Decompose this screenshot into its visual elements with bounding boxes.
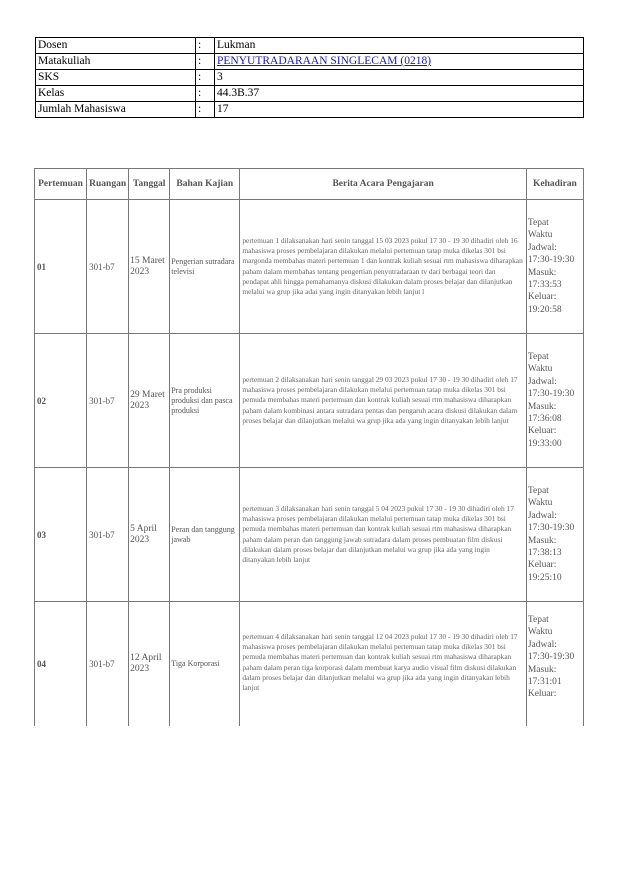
cell-kehadiran (526, 200, 583, 334)
kehadiran-line: 17:38:13 (527, 547, 562, 558)
info-value: 44.3B.37 (215, 86, 584, 102)
kehadiran-line: Tepat (527, 351, 549, 362)
header-ruangan: Ruangan (87, 169, 129, 200)
kehadiran-line: Tepat (527, 615, 549, 625)
info-value: 3 (215, 70, 584, 86)
cell-kehadiran (526, 468, 583, 602)
info-row (36, 70, 584, 86)
cell-pertemuan: 02 (35, 334, 87, 468)
table-row (35, 334, 584, 468)
cell-bahan-kajian: Pengerian sutradara televisi (170, 200, 240, 334)
cell-tanggal: 5 April 2023 (129, 468, 170, 602)
kehadiran-line: 17:30-19:30 (527, 389, 575, 400)
kehadiran-line: 17:30-19:30 (527, 523, 575, 534)
cell-ruangan: 301-b7 (87, 334, 129, 468)
kehadiran-line: Waktu (527, 498, 553, 509)
info-row (36, 86, 584, 102)
info-value-course[interactable] (215, 54, 584, 70)
header-berita-acara: Berita Acara Pengajaran (240, 169, 527, 200)
info-value: 17 (215, 102, 584, 118)
header-kehadiran: Kehadiran (526, 169, 583, 200)
info-row (36, 54, 584, 70)
kehadiran-line: Masuk: (527, 401, 557, 412)
table-row (35, 200, 584, 334)
kehadiran-line: 19:33:00 (527, 438, 562, 449)
kehadiran-line: Tepat (527, 217, 549, 228)
info-row (36, 38, 584, 54)
attendance-record-table (34, 168, 584, 726)
cell-kehadiran (526, 602, 583, 726)
info-separator: : (196, 38, 215, 54)
info-separator: : (196, 54, 215, 70)
table-row (35, 468, 584, 602)
kehadiran-line: Waktu (527, 627, 553, 638)
cell-tanggal: 29 Maret 2023 (129, 334, 170, 468)
kehadiran-line: 17:30-19:30 (527, 652, 575, 663)
info-label: Dosen (36, 38, 196, 54)
header-bahan-kajian: Bahan Kajian (170, 169, 240, 200)
info-row (36, 102, 584, 118)
info-separator: : (196, 86, 215, 102)
cell-tanggal: 15 Maret 2023 (129, 200, 170, 334)
cell-berita-acara: pertemuan 3 dilaksanakan hari senin tanggal 5 04 2023 pukul 17 30 - 19 30 dihadiri oleh 17 mahasiswa proses pembelajaran dilakukan melalui pertemuan tatap muka dikelas 301 bsi pemuda membahas materi pertemuan dan kontrak kuliah sesuai rtm mahasiswa diharapkan paham dalam peran dan tanggung jawab sutradara dalam proses pembuatan film diskusi dilakukan dalam proses belajar dan dilanjutkan melalui wa grup jika ada yang ingin ditanyakan lebih lanjut (240, 468, 527, 602)
kehadiran-line: Keluar: (527, 292, 557, 303)
cell-ruangan: 301-b7 (87, 200, 129, 334)
cell-tanggal: 12 April 2023 (129, 602, 170, 726)
table-row (35, 602, 584, 726)
kehadiran-line: Masuk: (527, 664, 557, 675)
cell-ruangan: 301-b7 (87, 602, 129, 726)
kehadiran-line: Keluar: (527, 689, 557, 700)
cell-kehadiran (526, 334, 583, 468)
kehadiran-line: 17:36:08 (527, 413, 562, 424)
table-header-row (35, 169, 584, 200)
info-label: Jumlah Mahasiswa (36, 102, 196, 118)
kehadiran-line: 17:33:53 (527, 279, 562, 290)
header-tanggal: Tanggal (129, 169, 170, 200)
kehadiran-line: Keluar: (527, 560, 557, 571)
kehadiran-line: Waktu (527, 230, 553, 241)
kehadiran-line: 17:30-19:30 (527, 255, 575, 266)
cell-ruangan: 301-b7 (87, 468, 129, 602)
kehadiran-line: 17:31:01 (527, 677, 562, 688)
kehadiran-line: Waktu (527, 364, 553, 375)
info-value: Lukman (215, 38, 584, 54)
cell-bahan-kajian: Pra produksi produksi dan pasca produksi (170, 334, 240, 468)
kehadiran-line: Masuk: (527, 535, 557, 546)
kehadiran-line: Jadwal: (527, 242, 557, 253)
course-link[interactable]: PENYUTRADARAAN SINGLECAM (0218) (217, 55, 432, 67)
cell-berita-acara: pertemuan 2 dilaksanakan hari senin tanggal 29 03 2023 pukul 17 30 - 19 30 dihadiri oleh 17 mahasiswa proses pembelajaran dilakukan melalui pertemuan tatap muka dikelas 301 bsi pemuda membahas materi pertemuan dan kontrak kuliah sesuai rtm mahasiswa diharapkan paham dalam kombinasi antara sutradara pentas dan pengaruh acara diskusi dilakukan dalam proses belajar dan dilanjutkan melalui wa grup jika ada yang ingin ditanyakan lebih lanjut (240, 334, 527, 468)
kehadiran-line: Jadwal: (527, 510, 557, 521)
kehadiran-line: Jadwal: (527, 639, 557, 650)
info-label: Kelas (36, 86, 196, 102)
kehadiran-line: Tepat (527, 485, 549, 496)
info-separator: : (196, 70, 215, 86)
cell-berita-acara: pertemuan 4 dilaksanakan hari senin tanggal 12 04 2023 pukul 17 30 - 19 30 dihadiri oleh 17 mahasiswa proses pembelajaran dilakukan melalui pertemuan tatap muka dikelas 301 bsi pemuda membahas materi pertemuan dan kontrak kuliah sesuai rtm mahasiswa diharapkan paham dalam peran tiga korporasi dalam membuat karya audio visual film diskusi dilakukan dalam proses belajar dan dilanjutkan melalui wa grup jika ada yang ingin ditanyakan lebih lanjut (240, 602, 527, 726)
cell-pertemuan: 03 (35, 468, 87, 602)
cell-berita-acara: pertemuan 1 dilaksanakan hari senin tanggal 15 03 2023 pukul 17 30 - 19 30 dihadiri oleh 16 mahasiswa proses pembelajaran dilakukan melalui pertemuan tatap muka dikelas 301 bsi margonda membahas materi pertemuan 1 dan kontrak kuliah sesuai rtm mahasiswa diharapkan paham dalam membahas tentang pengertian penyutradaraan tv dari berbagai teori dan pendapat ahli hingga pemahamanya diskusi dilakukan dalam proses belajar dan dilanjutkan melalui wa grup jika adai yang ingin ditanyakan lebih lanjut l (240, 200, 527, 334)
header-pertemuan: Pertemuan (35, 169, 87, 200)
course-info-table (35, 37, 584, 118)
kehadiran-line: 19:20:58 (527, 304, 562, 315)
cell-bahan-kajian: Tiga Korporasi (170, 602, 240, 726)
kehadiran-line: Jadwal: (527, 376, 557, 387)
kehadiran-line: Keluar: (527, 426, 557, 437)
cell-bahan-kajian: Peran dan tanggung jawab (170, 468, 240, 602)
kehadiran-line: Masuk: (527, 267, 557, 278)
info-label: Matakuliah (36, 54, 196, 70)
info-separator: : (196, 102, 215, 118)
info-label: SKS (36, 70, 196, 86)
cell-pertemuan: 01 (35, 200, 87, 334)
kehadiran-line: 19:25:10 (527, 572, 562, 583)
cell-pertemuan: 04 (35, 602, 87, 726)
